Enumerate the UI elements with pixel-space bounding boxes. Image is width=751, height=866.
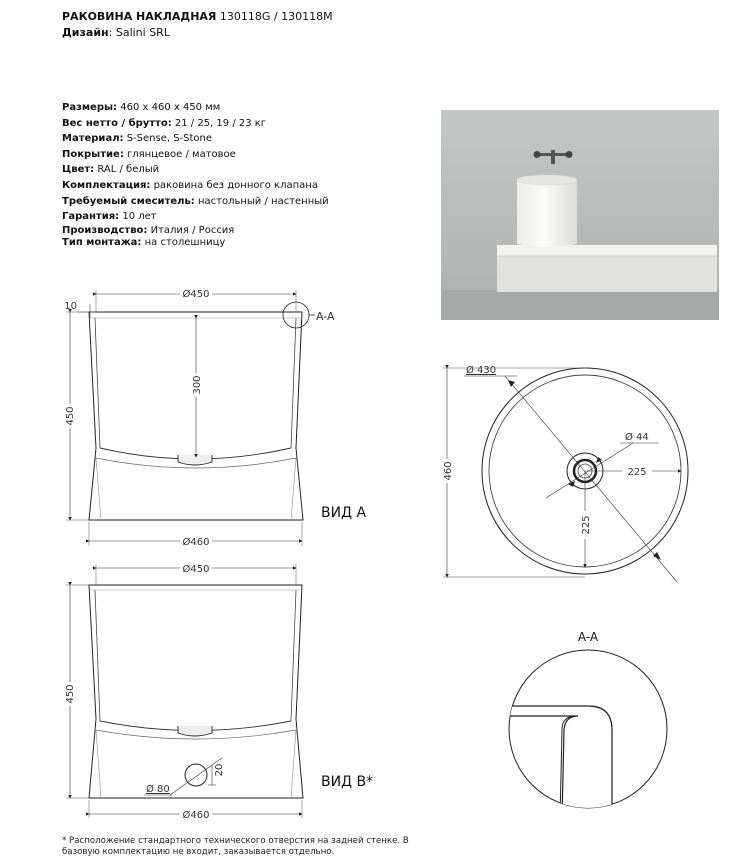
plan-dim-x: 225 (627, 467, 647, 478)
design-label: Дизайн (62, 26, 109, 39)
plan-dim-outer: Ø 430 (466, 365, 497, 376)
spec-key: Требуемый смеситель: (62, 195, 195, 207)
spec-key: Размеры: (62, 102, 118, 113)
spec-key: Тип монтажа: (62, 236, 142, 248)
spec-value: раковина без донного клапана (150, 179, 318, 191)
view-a-label: ВИД А (321, 505, 367, 521)
spec-key: Гарантия: (62, 211, 120, 223)
product-title: РАКОВИНА НАКЛАДНАЯ (62, 10, 217, 23)
view-b-label: ВИД В* (321, 774, 374, 790)
view-a-dim-bottom: Ø460 (182, 537, 210, 548)
product-codes: 130118G / 130118M (219, 10, 333, 23)
footnote-line-2: базовую комплектацию не входит, заказывается отдельно. (62, 847, 335, 857)
spec-key: Производство: (62, 224, 148, 236)
spec-key: Материал: (62, 133, 124, 145)
design-value: : Salini SRL (108, 26, 170, 39)
spec-value: 21 / 25, 19 / 23 кг (171, 117, 267, 129)
footnote (62, 836, 409, 858)
view-b-drain (178, 726, 212, 736)
view-a-dim-rim: 10 (64, 301, 77, 312)
section-detail-label: A-A (577, 630, 599, 644)
spec-value: Италия / Россия (147, 224, 235, 236)
spec-key: Комплектация: (62, 179, 151, 191)
spec-key: Покрытие: (62, 148, 124, 160)
spec-key: Цвет: (62, 164, 95, 176)
spec-value: на столешницу (141, 236, 226, 248)
spec-value: настольный / настенный (194, 195, 329, 207)
spec-value: S-Sense, S-Stone (123, 133, 213, 145)
spec-value: 460 x 460 x 450 мм (117, 102, 221, 113)
spec-value: 10 лет (119, 211, 157, 223)
section-callout-label: A-A (316, 310, 335, 323)
view-b-dim-hole-offset: 20 (214, 763, 225, 777)
view-b-tech-hole (185, 764, 207, 786)
view-b-drawing (62, 561, 373, 821)
view-a-dim-height: 450 (65, 406, 76, 426)
view-a-dim-inner: 300 (192, 375, 203, 395)
plan-dim-total: 460 (443, 461, 454, 481)
section-detail-drawing (500, 630, 667, 820)
spec-value: RAL / белый (94, 164, 160, 176)
view-b-dim-bottom: Ø460 (182, 810, 210, 821)
view-b-dim-top: Ø450 (182, 564, 210, 575)
spec-value: глянцевое / матовое (123, 148, 236, 160)
view-b-dim-hole: Ø 80 (146, 784, 170, 795)
plan-dim-y: 225 (581, 515, 592, 535)
spec-key: Вес нетто / брутто: (62, 117, 172, 129)
view-b-dim-height: 450 (65, 684, 76, 704)
view-a-drawing (62, 287, 366, 548)
view-a-drain (178, 455, 212, 465)
view-a-dim-top: Ø450 (182, 289, 210, 300)
plan-view-drawing (441, 364, 688, 582)
footnote-line-1: * Расположение стандартного технического отверстия на задней стенке. В (62, 836, 409, 846)
plan-dim-drain: Ø 44 (625, 432, 649, 443)
